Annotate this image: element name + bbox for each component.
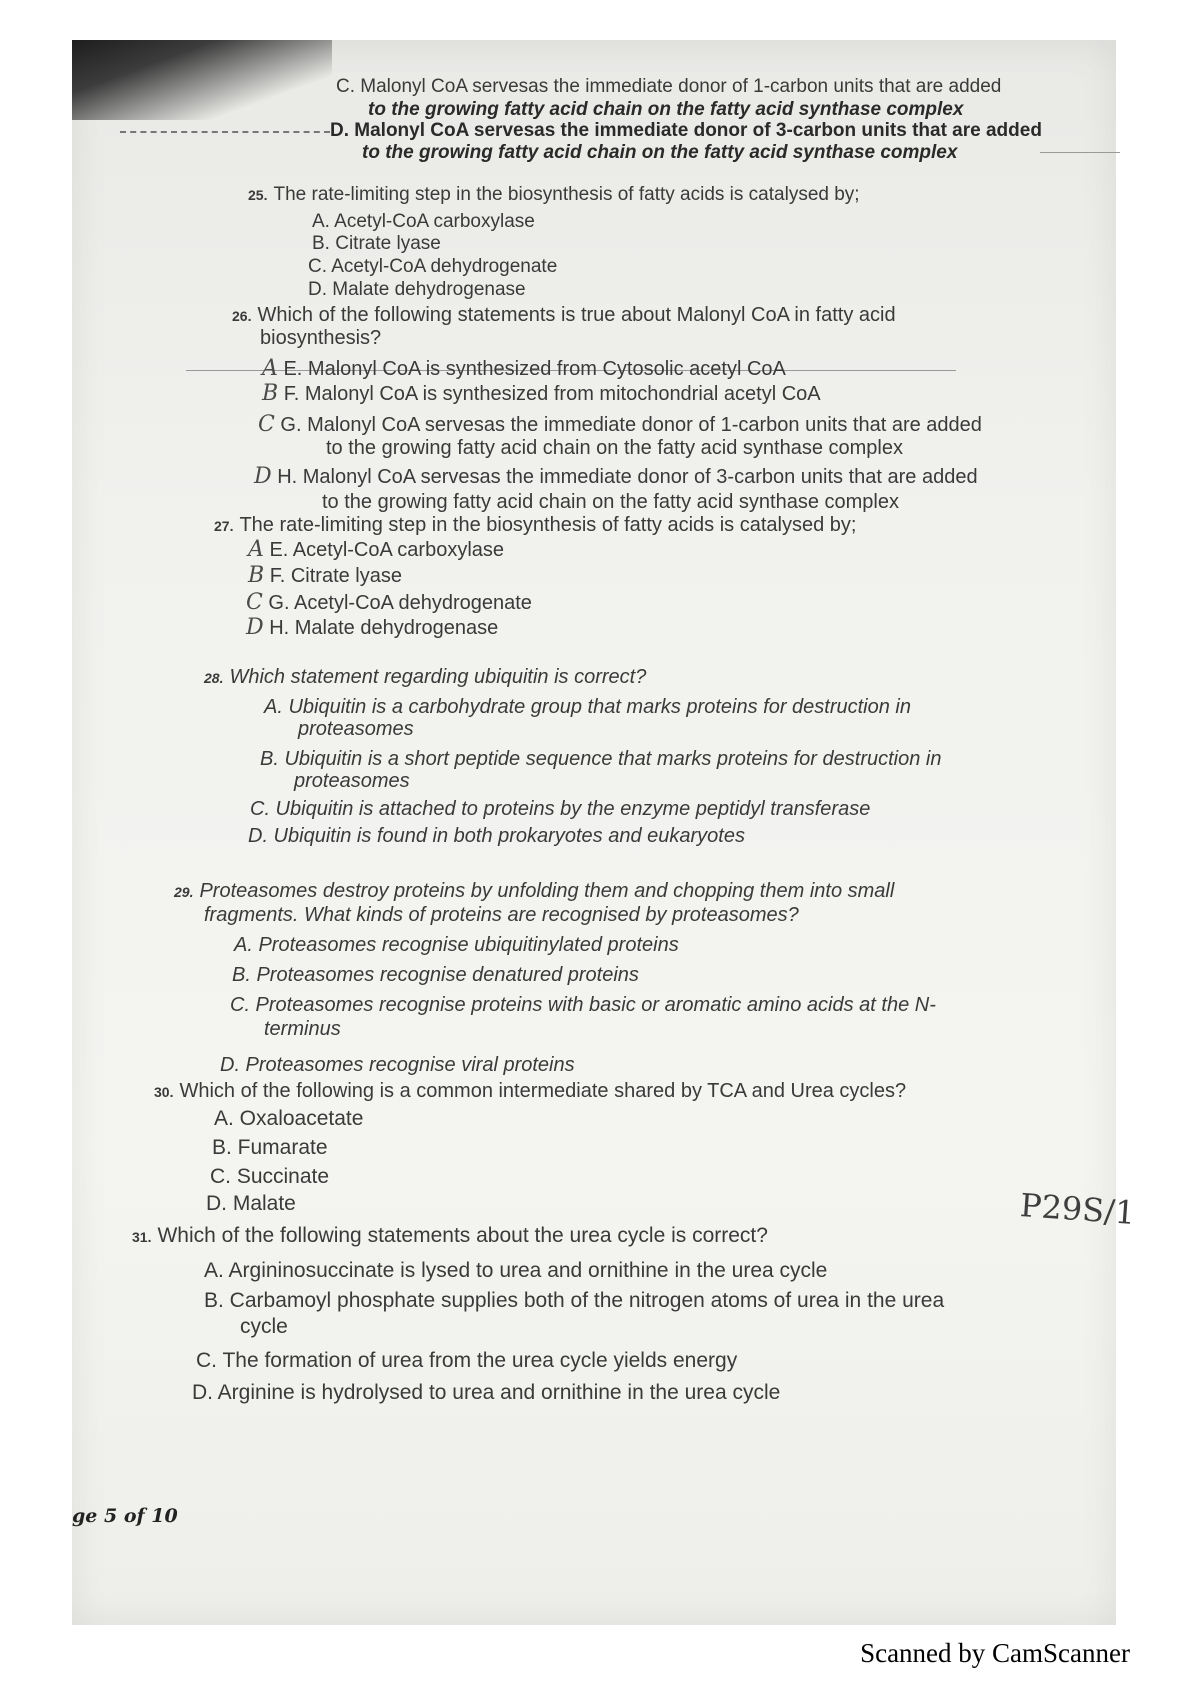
q26-option-3 (258, 414, 982, 436)
q26-stem-line2: biosynthesis? (260, 327, 382, 349)
prev-option-d-line2: to the growing fatty acid chain on the fatty acid synthase complex (362, 142, 958, 163)
handwritten-letter: A (248, 537, 264, 562)
q27-option-2 (248, 565, 402, 587)
option-text: F. Citrate lyase (269, 565, 402, 587)
q31-option-a: A. Argininosuccinate is lysed to urea and ornithine in the urea cycle (204, 1259, 828, 1282)
q31-option-c: C. The formation of urea from the urea cycle yields energy (196, 1349, 738, 1372)
q26-option-4-line2: to the growing fatty acid chain on the fatty acid synthase complex (322, 491, 899, 513)
q30-option-d: D. Malate (206, 1192, 296, 1215)
q27-option-4 (246, 617, 498, 639)
prev-option-c-line1: C. Malonyl CoA servesas the immediate donor of 1-carbon units that are added (336, 76, 1002, 97)
q26-option-2 (262, 383, 821, 405)
q30-option-c: C. Succinate (210, 1165, 330, 1188)
q28-option-a: A. Ubiquitin is a carbohydrate group that marks proteins for destruction in (264, 696, 911, 718)
handwritten-letter: A (262, 356, 278, 381)
question-number: 31. (132, 1229, 152, 1245)
q26-option-3-line2: to the growing fatty acid chain on the fatty acid synthase complex (326, 437, 903, 459)
question-30 (154, 1080, 906, 1103)
question-25 (248, 184, 860, 206)
q30-option-a: A. Oxaloacetate (214, 1107, 364, 1130)
prev-option-c-line2: to the growing fatty acid chain on the fatty acid synthase complex (368, 99, 964, 120)
q26-option-1 (262, 358, 786, 380)
q25-option-c: C. Acetyl-CoA dehydrogenate (308, 256, 558, 277)
question-26 (232, 304, 896, 327)
q25-option-d: D. Malate dehydrogenase (308, 279, 526, 300)
question-29 (174, 880, 894, 903)
question-stem: Which of the following statements about the urea cycle is correct? (157, 1224, 768, 1247)
rule-line (1040, 152, 1120, 153)
dashed-rule (120, 131, 330, 133)
question-stem: Which statement regarding ubiquitin is correct? (229, 666, 647, 688)
question-31 (132, 1225, 768, 1248)
question-number: 25. (248, 187, 268, 203)
option-text: F. Malonyl CoA is synthesized from mitochondrial acetyl CoA (283, 383, 821, 405)
q29-option-b: B. Proteasomes recognise denatured proteins (232, 964, 639, 986)
question-stem: The rate-limiting step in the biosynthesis of fatty acids is catalysed by; (239, 514, 857, 536)
q31-option-b: B. Carbamoyl phosphate supplies both of the nitrogen atoms of urea in the urea (204, 1289, 945, 1312)
q29-option-c: C. Proteasomes recognise proteins with basic or aromatic amino acids at the N- (230, 994, 936, 1016)
q29-option-a: A. Proteasomes recognise ubiquitinylated proteins (234, 934, 679, 956)
option-text: G. Malonyl CoA servesas the immediate donor of 1-carbon units that are added (280, 414, 982, 436)
handwritten-letter: D (246, 615, 264, 640)
q26-option-4 (254, 466, 978, 488)
question-28 (204, 666, 646, 689)
q28-option-b-line2: proteasomes (294, 770, 410, 792)
q28-option-d: D. Ubiquitin is found in both prokaryotes and eukaryotes (248, 825, 745, 847)
question-number: 30. (154, 1084, 174, 1100)
q25-option-a: A. Acetyl-CoA carboxylase (312, 211, 535, 232)
handwritten-letter: B (262, 381, 279, 406)
question-stem: Which of the following is a common intermediate shared by TCA and Urea cycles? (179, 1080, 907, 1102)
option-text: H. Malonyl CoA servesas the immediate donor of 3-carbon units that are added (277, 466, 978, 488)
q31-option-d: D. Arginine is hydrolysed to urea and ornithine in the urea cycle (192, 1381, 781, 1404)
handwritten-letter: D (254, 464, 272, 489)
question-number: 29. (174, 884, 194, 900)
handwritten-letter: B (248, 563, 265, 588)
option-text: E. Malonyl CoA is synthesized from Cytosolic acetyl CoA (283, 358, 786, 380)
question-number: 27. (214, 518, 234, 534)
question-stem: The rate-limiting step in the biosynthesis of fatty acids is catalysed by; (273, 184, 860, 205)
question-stem: Which of the following statements is true about Malonyl CoA in fatty acid (257, 304, 896, 326)
scanner-watermark: Scanned by CamScanner (860, 1638, 1130, 1668)
q28-option-c: C. Ubiquitin is attached to proteins by the enzyme peptidyl transferase (250, 798, 871, 820)
question-stem: Proteasomes destroy proteins by unfolding them and chopping them into small (199, 880, 895, 902)
page-shadow (72, 40, 332, 120)
q31-option-b-line2: cycle (240, 1315, 288, 1338)
q30-option-b: B. Fumarate (212, 1136, 328, 1159)
option-text: G. Acetyl-CoA dehydrogenate (268, 592, 532, 614)
q27-option-3 (246, 592, 532, 614)
option-text: E. Acetyl-CoA carboxylase (269, 539, 505, 561)
q29-option-c-line2: terminus (264, 1018, 341, 1040)
q25-option-b: B. Citrate lyase (312, 233, 441, 254)
q28-option-b: B. Ubiquitin is a short peptide sequence that marks proteins for destruction in (260, 748, 942, 770)
q28-option-a-line2: proteasomes (298, 718, 414, 740)
q29-stem-line2: fragments. What kinds of proteins are recognised by proteasomes? (204, 904, 799, 926)
question-number: 26. (232, 308, 252, 324)
handwritten-letter: C (246, 590, 263, 615)
handwritten-margin-note: P29S/1 (1018, 1186, 1137, 1232)
page-number: ge 5 of 10 (72, 1505, 178, 1527)
question-27 (214, 514, 856, 537)
handwritten-letter: C (258, 412, 275, 437)
q27-option-1 (248, 539, 504, 561)
option-text: H. Malate dehydrogenase (269, 617, 499, 639)
q29-option-d: D. Proteasomes recognise viral proteins (220, 1054, 575, 1076)
prev-option-d-line1: D. Malonyl CoA servesas the immediate donor of 3-carbon units that are added (330, 120, 1042, 141)
question-number: 28. (204, 670, 224, 686)
